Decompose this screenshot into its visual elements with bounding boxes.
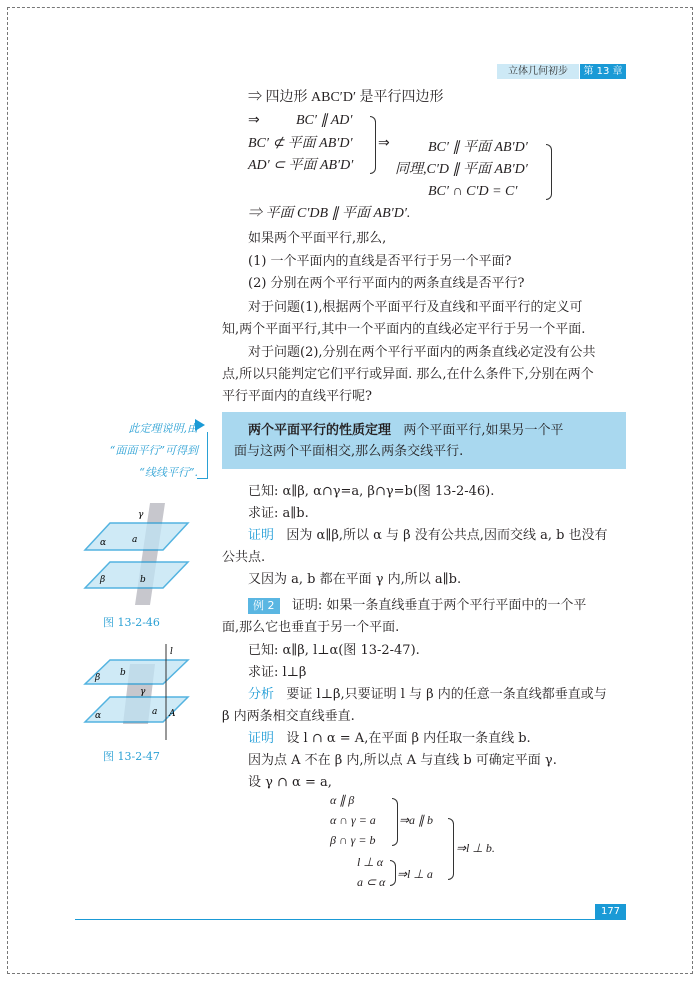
footer-rule bbox=[75, 919, 626, 920]
example-text: 面,那么它也垂直于另一个平面. bbox=[222, 620, 400, 635]
label-gamma: γ bbox=[140, 687, 146, 697]
label-beta: β bbox=[100, 575, 106, 585]
proof-text: 设 γ ∩ α = a, bbox=[248, 775, 332, 790]
math-line: a ⊂ α bbox=[357, 875, 386, 889]
label-beta: β bbox=[95, 673, 101, 683]
proof-text: 因为点 A 不在 β 内,所以点 A 与直线 b 可确定平面 γ. bbox=[248, 753, 557, 768]
proof-line: BC′ ∥ AD′ bbox=[296, 113, 353, 128]
math-line: l ⊥ α bbox=[357, 855, 384, 869]
paragraph-line: 点,所以只能判定它们平行或异面. 那么,在什么条件下,分别在两个 bbox=[222, 367, 594, 382]
theorem-box bbox=[222, 412, 626, 469]
pointer-icon bbox=[195, 419, 205, 431]
header-section: 立体几何初步 bbox=[497, 64, 579, 79]
math-line: ⇒l ⊥ a bbox=[397, 867, 433, 881]
side-note bbox=[70, 418, 198, 484]
label-a: a bbox=[152, 707, 158, 717]
figure-13-2-46 bbox=[80, 495, 195, 610]
proof-label: 证明 bbox=[248, 731, 275, 746]
example-tag: 例 2 bbox=[248, 598, 280, 614]
side-note-line: “线线平行”. bbox=[139, 466, 198, 479]
label-gamma: γ bbox=[138, 510, 144, 520]
paragraph-line: 对于问题(2),分别在两个平行平面内的两条直线必定没有公共 bbox=[248, 345, 596, 360]
brace bbox=[546, 144, 552, 200]
given: 已知: α∥β, α∩γ=a, β∩γ=b(图 13-2-46). bbox=[248, 484, 495, 499]
plane-beta bbox=[85, 660, 188, 684]
math-line: ⇒l ⊥ b. bbox=[456, 841, 495, 855]
proof-line: AD′ ⊂ 平面 AB′D′ bbox=[248, 158, 354, 173]
figure-13-2-47 bbox=[80, 642, 195, 742]
math-line: β ∩ γ = b bbox=[330, 833, 376, 847]
analysis-label: 分析 bbox=[248, 687, 275, 702]
proof-line: BC′ ∩ C′D = C′ bbox=[428, 184, 518, 199]
paragraph-line: 知,两个平面平行,其中一个平面内的直线必定平行于另一个平面. bbox=[222, 322, 586, 337]
label-a: a bbox=[132, 535, 138, 545]
header-chapter: 第 13 章 bbox=[580, 64, 626, 79]
figure-caption: 图 13-2-47 bbox=[103, 750, 160, 763]
side-note-bracket bbox=[197, 432, 208, 479]
math-line: α ∥ β bbox=[330, 793, 355, 807]
paragraph-line: 平行平面内的直线平行呢? bbox=[222, 389, 372, 404]
figure-caption: 图 13-2-46 bbox=[103, 616, 160, 629]
question-2: (2) 分别在两个平行平面内的两条直线是否平行? bbox=[248, 276, 525, 291]
paragraph-line: 对于问题(1),根据两个平面平行及直线和平面平行的定义可 bbox=[248, 300, 583, 315]
proof-line: BC′ ⊄ 平面 AB′D′ bbox=[248, 136, 353, 151]
implies: ⇒ bbox=[378, 136, 390, 151]
given: 已知: α∥β, l⊥α(图 13-2-47). bbox=[248, 643, 420, 658]
proof-line: 同理,C′D ∥ 平面 AB′D′ bbox=[395, 162, 528, 177]
brace bbox=[370, 116, 376, 174]
math-line: α ∩ γ = a bbox=[330, 813, 376, 827]
brace bbox=[448, 818, 454, 880]
theorem-title: 两个平面平行的性质定理 bbox=[248, 423, 392, 438]
side-note-line: “面面平行”可得到 bbox=[109, 444, 198, 457]
proof-line: ⇒ 四边形 ABC′D′ 是平行四边形 bbox=[248, 90, 444, 105]
label-b: b bbox=[140, 575, 146, 585]
label-alpha: α bbox=[95, 711, 102, 721]
label-b: b bbox=[120, 668, 126, 678]
label-l: l bbox=[170, 647, 173, 657]
label-A: A bbox=[169, 709, 176, 719]
proof-line: ⇒ 平面 C′DB ∥ 平面 AB′D′. bbox=[248, 206, 411, 221]
question-1: (1) 一个平面内的直线是否平行于另一个平面? bbox=[248, 254, 512, 269]
proof-text: 又因为 a, b 都在平面 γ 内,所以 a∥b. bbox=[248, 572, 462, 587]
to-prove: 求证: a∥b. bbox=[248, 506, 309, 521]
proof-line: BC′ ∥ 平面 AB′D′ bbox=[428, 140, 528, 155]
label-alpha: α bbox=[100, 538, 107, 548]
theorem-text: 面与这两个平面相交,那么两条交线平行. bbox=[234, 444, 464, 459]
to-prove: 求证: l⊥β bbox=[248, 665, 307, 680]
brace bbox=[390, 860, 396, 886]
proof-text: 因为 α∥β,所以 α 与 β 没有公共点,因而交线 a, b 也没有 bbox=[286, 528, 608, 543]
side-note-line: 此定理说明,由 bbox=[128, 422, 198, 435]
proof-label: 证明 bbox=[248, 528, 275, 543]
proof-text: 设 l ∩ α = A,在平面 β 内任取一条直线 b. bbox=[286, 731, 531, 746]
math-line: ⇒a ∥ b bbox=[399, 813, 434, 827]
page-number: 177 bbox=[595, 904, 626, 919]
proof-text: 公共点. bbox=[222, 550, 266, 565]
example-text: 证明: 如果一条直线垂直于两个平行平面中的一个平 bbox=[291, 598, 587, 613]
theorem-text: 两个平面平行,如果另一个平 bbox=[403, 423, 564, 438]
implies: ⇒ bbox=[248, 113, 260, 128]
analysis-text: β 内两条相交直线垂直. bbox=[222, 709, 355, 724]
brace bbox=[392, 798, 398, 846]
question-intro: 如果两个平面平行,那么, bbox=[248, 231, 387, 246]
analysis-text: 要证 l⊥β,只要证明 l 与 β 内的任意一条直线都垂直或与 bbox=[286, 687, 607, 702]
